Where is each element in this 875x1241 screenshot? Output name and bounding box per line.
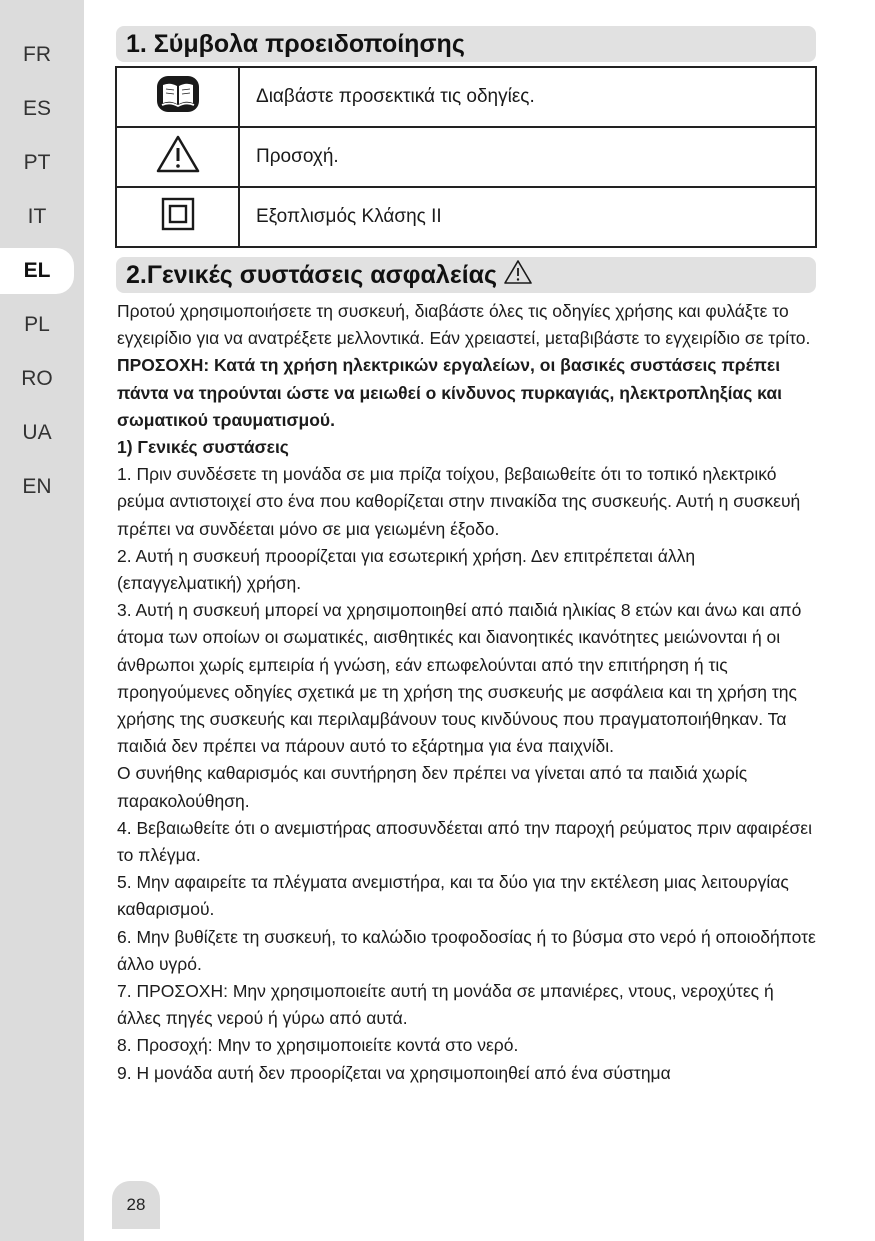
class-ii-equipment-icon xyxy=(161,197,195,231)
instruction-item: 2. Αυτή η συσκευή προορίζεται για εσωτερική χρήση. Δεν επιτρέπεται άλλη (επαγγελματική) χρήση. xyxy=(117,545,696,594)
intro-paragraph: Προτού χρησιμοποιήσετε τη συσκευή, διαβάστε όλες τις οδηγίες χρήσης και φυλάξτε το εγχειρίδιο για να ανατρέξετε μελλοντικά. Εάν χρειαστεί, μεταβιβάστε το εγχειρίδιο σε τρίτο. xyxy=(117,301,811,349)
instruction-item: 5. Μην αφαιρείτε τα πλέγματα ανεμιστήρα, και τα δύο για την εκτέλεση μιας λειτουργίας καθαρισμού. xyxy=(117,872,789,920)
symbol-cell xyxy=(116,187,239,247)
section-2-title: 2.Γενικές συστάσεις ασφαλείας xyxy=(126,260,498,289)
manual-book-icon xyxy=(155,74,201,114)
electrical-warning-paragraph: ΠΡΟΣΟΧΗ: Κατά τη χρήση ηλεκτρικών εργαλείων, οι βασικές συστάσεις πρέπει πάντα να τηρούνται ώστε να μειωθεί ο κίνδυνος πυρκαγιάς, ηλεκτροπληξίας και σωματικού τραυματισμού. xyxy=(117,355,782,430)
instruction-item: 3. Αυτή η συσκευή μπορεί να χρησιμοποιηθεί από παιδιά ηλικίας 8 ετών και άνω και από άτομα των οποίων οι σωματικές, αισθητικές και διανοητικές ικανότητες μειώνονται ή οι άνθρωποι χωρίς εμπειρία ή γνώση, εάν επωφελούνται από την επιτήρηση ή τις προηγούμενες οδηγίες σχετικά με τη χρήση της συσκευής με ασφάλεια και τη χρήση της χρήσης της συσκευής και περιλαμβάνουν τους κινδύνους που πραγματοποιήθηκαν. Τα παιδιά δεν πρέπει να πάρουν αυτό το εξάρτημα για ένα παιχνίδι. xyxy=(117,600,802,757)
section-1-title: 1. Σύμβολα προειδοποίησης xyxy=(126,29,465,58)
lang-tab-it[interactable]: IT xyxy=(27,205,47,228)
symbol-cell xyxy=(116,127,239,187)
symbol-cell xyxy=(116,67,239,127)
symbol-description-class-ii: Εξοπλισμός Κλάσης II xyxy=(239,187,816,247)
instruction-item: 8. Προσοχή: Μην το χρησιμοποιείτε κοντά στο νερό. xyxy=(117,1035,519,1056)
instruction-item: 7. ΠΡΟΣΟΧΗ: Μην χρησιμοποιείτε αυτή τη μονάδα σε μπανιέρες, ντους, νεροχύτες ή άλλες πηγές νερού ή γύρω από αυτά. xyxy=(117,981,774,1029)
lang-tab-es[interactable]: ES xyxy=(22,97,51,120)
instruction-item: 4. Βεβαιωθείτε ότι ο ανεμιστήρας αποσυνδέεται από την παροχή ρεύματος πριν αφαιρέσει το πλέγμα. xyxy=(117,817,812,866)
warning-symbols-table xyxy=(115,66,817,248)
general-recommendations-subheading: 1) Γενικές συστάσεις xyxy=(117,437,289,458)
instruction-item: 6. Μην βυθίζετε τη συσκευή, το καλώδιο τροφοδοσίας ή το βύσμα στο νερό ή οποιοδήποτε άλλο υγρό. xyxy=(117,926,816,974)
lang-tab-fr[interactable]: FR xyxy=(23,43,51,66)
lang-tab-pt[interactable]: PT xyxy=(23,151,51,174)
lang-tab-ua[interactable]: UA xyxy=(22,421,52,444)
warning-triangle-icon xyxy=(503,259,533,292)
safety-instructions-body xyxy=(117,298,817,1087)
warning-triangle-icon xyxy=(155,134,201,174)
symbol-row xyxy=(116,67,816,127)
instruction-item: 1. Πριν συνδέσετε τη μονάδα σε μια πρίζα τοίχου, βεβαιωθείτε ότι το τοπικό ηλεκτρικό ρεύμα αντιστοιχεί στο ένα που καθορίζεται στην πινακίδα της συσκευής. Αυτή η συσκευή πρέπει να συνδέεται μόνο σε μια γειωμένη έξοδο. xyxy=(117,464,801,539)
symbol-description-caution: Προσοχή. xyxy=(239,127,816,187)
instruction-item: 9. Η μονάδα αυτή δεν προορίζεται να χρησιμοποιηθεί από ένα σύστημα xyxy=(117,1062,671,1083)
symbol-row xyxy=(116,127,816,187)
lang-tab-el[interactable]: EL xyxy=(0,248,74,294)
language-sidebar xyxy=(0,0,84,1241)
symbol-row xyxy=(116,187,816,247)
instruction-item: Ο συνήθης καθαρισμός και συντήρηση δεν πρέπει να γίνεται από τα παιδιά χωρίς παρακολούθηση. xyxy=(117,763,748,811)
lang-tab-ro[interactable]: RO xyxy=(21,367,53,390)
section-1-heading xyxy=(116,26,816,62)
lang-tab-en[interactable]: EN xyxy=(22,475,52,498)
lang-tab-pl[interactable]: PL xyxy=(24,313,50,336)
section-2-heading xyxy=(116,257,816,293)
page-number: 28 xyxy=(112,1181,160,1229)
symbol-description-read-instructions: Διαβάστε προσεκτικά τις οδηγίες. xyxy=(239,67,816,127)
